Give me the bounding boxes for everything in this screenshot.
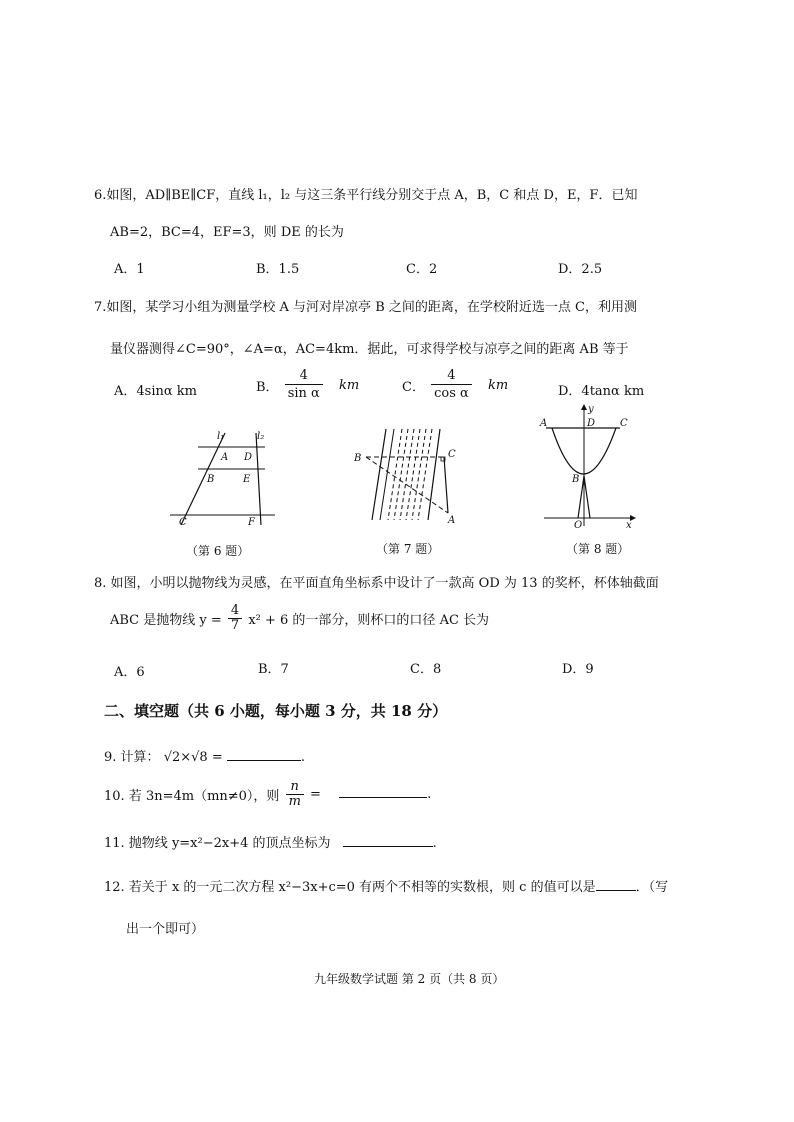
fig7-label-b: B	[354, 453, 362, 464]
q8-line2	[110, 604, 489, 633]
section-title: 二、填空题（共 6 小题，每小题 3 分，共 18 分）	[104, 702, 448, 720]
q11-text: 11. 抛物线 y=x²−2x+4 的顶点坐标为	[104, 836, 331, 851]
q7-line2: 量仪器测得∠C=90°，∠A=α，AC=4km．据此，可求得学校与凉亭之间的距离 AB 等于	[110, 342, 629, 357]
q10-frac-num: n	[286, 780, 304, 795]
q8-frac-den: 7	[230, 618, 240, 633]
fig7-label-c: C	[448, 449, 456, 460]
q7-option-c	[402, 368, 508, 403]
q8-line2-pre: ABC 是抛物线 y =	[110, 613, 222, 628]
q7-option-a: A．4sinα km	[114, 384, 197, 399]
q7-option-c-fraction	[431, 368, 472, 403]
fig7-label-a: A	[448, 515, 456, 526]
q8-frac-num: 4	[228, 604, 242, 619]
fig7-bank-right	[428, 429, 440, 520]
q7-option-b-label: B．	[256, 380, 279, 395]
fig8-label-y: y	[588, 404, 594, 415]
q7-option-b-num: 4	[285, 368, 323, 385]
q10-pre: 10. 若 3n=4m（mn≠0），则	[104, 789, 280, 804]
q8-line1: 8. 如图，小明以抛物线为灵感，在平面直角坐标系中设计了一款高 OD 为 13 的奖杯，杯体轴截面	[94, 576, 659, 591]
q12-text: 12. 若关于 x 的一元二次方程 x²−3x+c=0 有两个不相等的实数根，则 c 的值可以是	[104, 880, 596, 895]
fig6-label-d: D	[244, 452, 253, 463]
q9-math: √2×√8 =	[163, 750, 223, 765]
q8-fraction	[228, 604, 242, 633]
page-footer: 九年级数学试题 第 2 页（共 8 页）	[314, 972, 505, 986]
fig6-label-l1: l₁	[217, 431, 225, 442]
figure-7	[348, 425, 463, 535]
q6-option-d: D．2.5	[558, 262, 603, 277]
q7-option-d: D．4tanα km	[558, 384, 645, 399]
q8-option-b: B．7	[258, 662, 289, 677]
fig7-caption: （第 7 题）	[376, 542, 440, 556]
fig6-label-f: F	[248, 517, 255, 528]
q11-answer-blank[interactable]	[343, 834, 433, 847]
fig7-segment-ca	[444, 457, 448, 513]
figure-8	[538, 402, 638, 532]
fig8-label-x: x	[626, 520, 632, 531]
fig8-label-d: D	[587, 418, 596, 429]
fig6-label-c: C	[179, 517, 187, 528]
q7-option-c-label: C．	[402, 380, 425, 395]
q6-option-a: A．1	[114, 262, 145, 277]
fig7-river-dashes	[388, 429, 432, 520]
q7-option-b	[256, 368, 359, 403]
q12-line2: 出一个即可）	[126, 922, 205, 937]
q6-option-b: B．1.5	[256, 262, 300, 277]
fig6-label-l2: l₂	[257, 431, 265, 442]
q6-option-c: C．2	[406, 262, 438, 277]
fig8-caption: （第 8 题）	[566, 542, 630, 556]
fig6-label-b: B	[207, 474, 215, 485]
q10-answer-blank[interactable]	[339, 785, 427, 798]
q7-option-c-unit: km	[487, 378, 509, 393]
fig6-label-e: E	[243, 474, 251, 485]
q10-post: .	[427, 787, 432, 802]
q6-line2: AB=2，BC=4，EF=3，则 DE 的长为	[110, 225, 344, 240]
q10-eq: =	[310, 787, 321, 802]
fig7-bank-left	[372, 429, 386, 520]
q9-answer-blank[interactable]	[227, 748, 301, 761]
q7-option-b-den: sin α	[287, 386, 320, 401]
q11	[104, 832, 437, 851]
fig8-label-a: A	[540, 418, 548, 429]
fig7-bank-left2	[380, 429, 394, 520]
q10	[104, 780, 431, 809]
q10-fraction	[286, 780, 304, 809]
q8-option-c: C．8	[410, 662, 442, 677]
fig8-y-arrow	[581, 404, 587, 410]
fig8-label-o: O	[574, 520, 583, 531]
q9-post: .	[300, 750, 305, 765]
fig6-caption: （第 6 题）	[186, 544, 250, 558]
q12-post: ．（写	[635, 880, 669, 895]
q7-option-c-num: 4	[431, 368, 472, 385]
q9-pre: 9. 计算：	[104, 750, 160, 765]
q11-post: .	[432, 836, 437, 851]
fig8-label-b: B	[572, 474, 580, 485]
q8-line2-post: x² + 6 的一部分，则杯口的口径 AC 长为	[248, 613, 490, 628]
fig8-label-c: C	[620, 418, 628, 429]
q8-option-a: A．6	[114, 665, 145, 680]
figure-6	[165, 425, 280, 535]
q7-option-c-den: cos α	[434, 386, 469, 401]
fig8-stem-right	[584, 476, 590, 518]
q12-answer-blank[interactable]	[596, 878, 636, 891]
q10-frac-den: m	[288, 794, 301, 809]
q8-option-d: D．9	[562, 662, 594, 677]
q7-option-b-fraction	[285, 368, 323, 403]
q7-option-b-unit: km	[338, 378, 360, 393]
q6-line1: 6.如图，AD∥BE∥CF，直线 l₁，l₂ 与这三条平行线分别交于点 A，B，C 和点 D，E，F．已知	[94, 188, 638, 203]
q9	[104, 746, 305, 765]
fig6-label-a: A	[221, 452, 229, 463]
q7-line1: 7.如图，某学习小组为测量学校 A 与河对岸凉亭 B 之间的距离，在学校附近选一点 C，利用测	[94, 300, 637, 315]
q12-line1	[104, 876, 668, 895]
